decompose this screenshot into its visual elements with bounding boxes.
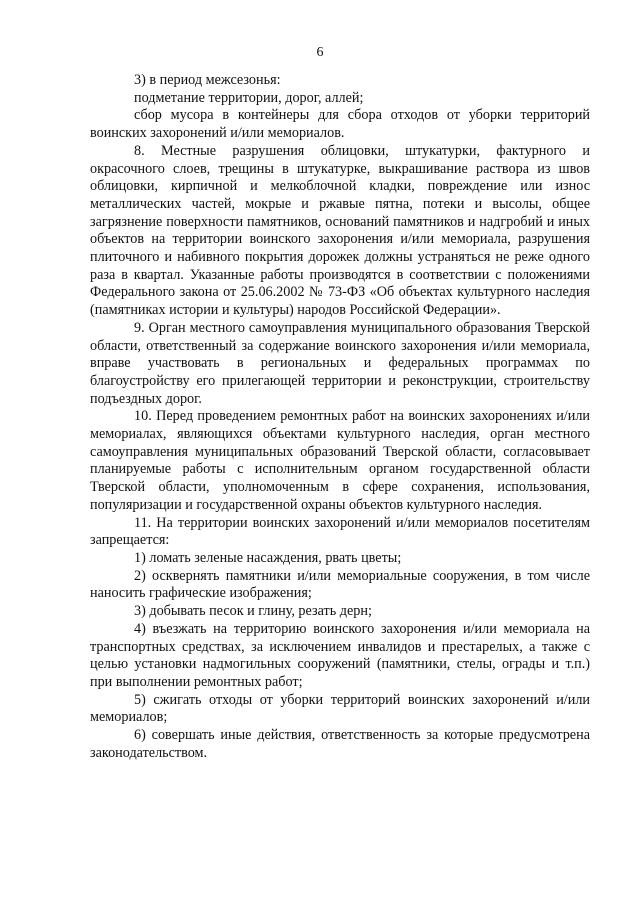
paragraph: 3) в период межсезонья: <box>134 72 281 88</box>
document-body <box>90 72 590 762</box>
paragraph: 10. Перед проведением ремонтных работ на воинских захоронениях и/или мемориалах, являющихся объектами культурного наследия, орган местного самоуправления муниципальных образований Тверской области, согласовывает планируемые работы с исполнительным органом государственной области Тверской области, уполномоченным в сфере сохранения, использования, популяризации и государственной охраны объектов культурного наследия. <box>90 408 590 513</box>
paragraph: 1) ломать зеленые насаждения, рвать цветы; <box>134 549 402 566</box>
paragraph: 4) въезжать на территорию воинского захоронения и/или мемориала на транспортных средствах, за исключением инвалидов и престарелых, а также с целью установки надмогильных сооружений (памятники, стелы, ограды и т.п.) при выполнении ремонтных работ; <box>90 620 590 690</box>
paragraph: подметание территории, дорог, аллей; <box>134 89 364 106</box>
paragraph: 8. Местные разрушения облицовки, штукатурки, фактурного и окрасочного слоев, трещины в штукатурке, выкрашивание раствора из швов облицовки, кирпичной и мелкоблочной кладки, повреждение или износ металлических частей, мокрые и ржавые пятна, потеки и высолы, общее загрязнение поверхности памятников, оснований памятников и надгробий и иных объектов на территории воинского захоронения и/или мемориала, разрушения плиточного и набивного покрытия дорожек должны устраняться не реже одного раза в квартал. Указанные работы производятся в соответствии с положениями Федерального закона от 25.06.2002 № 73-ФЗ «Об объектах культурного наследия (памятниках истории и культуры) народов Российской Федерации». <box>90 142 590 319</box>
page-number: 6 <box>316 45 324 60</box>
paragraph: 5) сжигать отходы от уборки территорий воинских захоронений и/или мемориалов; <box>90 691 590 726</box>
paragraph: 6) совершать иные действия, ответственность за которые предусмотрена законодательством. <box>90 727 590 761</box>
paragraph: 3) добывать песок и глину, резать дерн; <box>134 603 372 620</box>
paragraph: сбор мусора в контейнеры для сбора отходов от уборки территорий воинских захоронений и/или мемориалов. <box>90 107 590 142</box>
paragraph: 9. Орган местного самоуправления муниципального образования Тверской области, ответственный за содержание воинского захоронения и/или мемориала, вправе участвовать в региональных и федеральных программах по благоустройству его прилегающей территории и реконструкции, строительству подъездных дорог. <box>90 319 590 407</box>
paragraph: 11. На территории воинских захоронений и/или мемориалов посетителям запрещается: <box>90 514 590 549</box>
paragraph: 2) осквернять памятники и/или мемориальные сооружения, в том числе наносить графические изображения; <box>90 567 590 602</box>
